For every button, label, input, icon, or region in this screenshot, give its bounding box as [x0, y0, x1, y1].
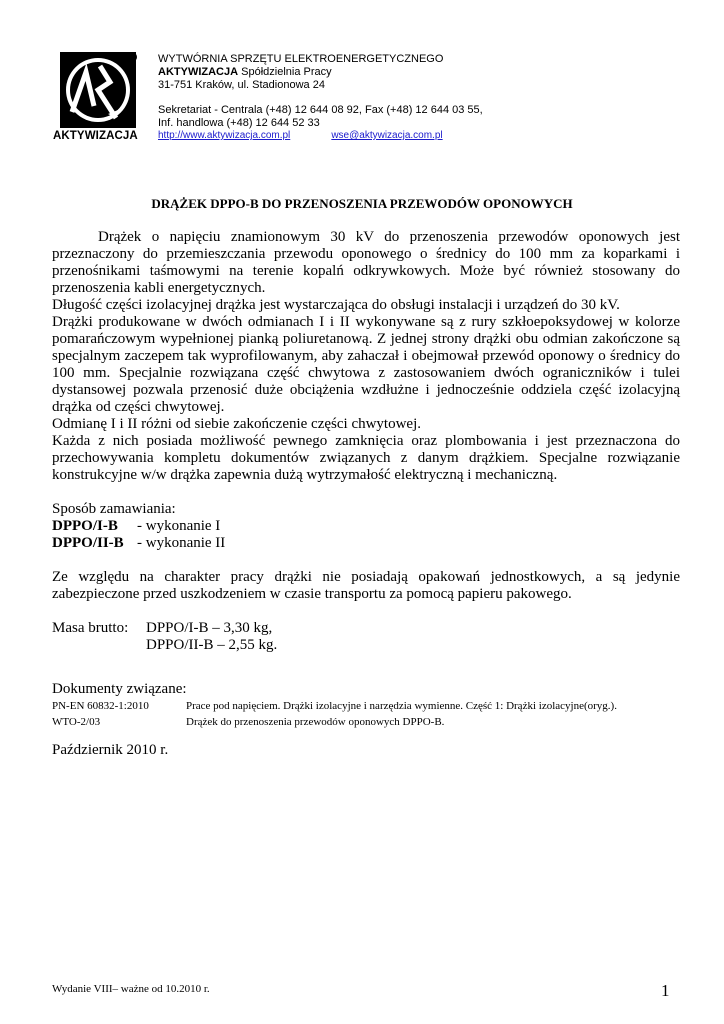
- related-doc-row: [52, 698, 680, 714]
- contact-line1: Sekretariat - Centrala (+48) 12 644 08 92, Fax (+48) 12 644 03 55,: [158, 104, 483, 116]
- order-desc: - wykonanie I: [137, 518, 221, 534]
- related-heading: Dokumenty związane:: [52, 681, 187, 697]
- company-line1: WYTWÓRNIA SPRZĘTU ELEKTROENERGETYCZNEGO: [158, 53, 444, 65]
- edition-footer: Wydanie VIII– ważne od 10.2010 r.: [52, 983, 210, 995]
- paragraph-length: Długość części izolacyjnej drążka jest wystarczająca do obsługi instalacji i urządzeń do 30 kV.: [52, 297, 620, 313]
- company-logo: [60, 52, 136, 128]
- contact-line2: Inf. handlowa (+48) 12 644 52 33: [158, 117, 320, 129]
- mass-row: [52, 637, 680, 654]
- mass-label: Masa brutto:: [52, 620, 129, 636]
- paragraph-variants: Odmianę I i II różni od siebie zakończenie części chwytowej.: [52, 416, 422, 432]
- document-body: [52, 229, 680, 759]
- page-number: 1: [661, 981, 670, 1000]
- company-name: [158, 66, 332, 79]
- document-title: DRĄŻEK DPPO-B DO PRZENOSZENIA PRZEWODÓW OPONOWYCH: [151, 196, 573, 211]
- paragraph-intro: Drążek o napięciu znamionowym 30 kV do przenoszenia przewodów oponowych jest przeznaczony do przemieszczania przewodu oponowego o średnicy do 100 mm za koparkami i przenośnikami taśmowymi na terenie kopalń odkrywkowych. Może być również stosowany do przenoszenia kabli energetycznych.: [52, 229, 680, 296]
- registered-mark: ®: [127, 52, 137, 62]
- company-name-bold: AKTYWIZACJA: [158, 66, 239, 78]
- related-doc-desc: Prace pod napięciem. Drążki izolacyjne i narzędzia wymienne. Część 1: Drążki izolacyjne(oryg.).: [186, 700, 617, 712]
- company-address: 31-751 Kraków, ul. Stadionowa 24: [158, 79, 325, 91]
- order-code: DPPO/I-B: [52, 518, 118, 534]
- mass-value: DPPO/I-B – 3,30 kg,: [146, 620, 273, 636]
- order-heading: Sposób zamawiania:: [52, 501, 176, 517]
- paragraph-construction: Drążki produkowane w dwóch odmianach I i II wykonywane są z rury szkłoepoksydowej w kolorze pomarańczowym wypełnionej pianką poliuretanową. Z jednej strony drążki obu odmian zakończone są specjalnym zaczepem tak wyprofilowanym, aby zahaczał i obejmował przewód oponowy o średnicy do 100 mm. Specjalnie rozwiązana część chwytowa z zastosowaniem dwóch ograniczników i tulei dystansowej pozwala przenosić duże obciążenia wzdłużne i jednocześnie oddziela część izolacyjną drążka od części chwytowej.: [52, 314, 680, 415]
- company-name-rest: Spółdzielnia Pracy: [238, 66, 332, 78]
- logo-text: AKTYWIZACJA: [53, 130, 138, 142]
- related-doc-row: [52, 714, 680, 730]
- website-link[interactable]: http://www.aktywizacja.com.pl: [158, 130, 291, 141]
- mass-row: [52, 620, 680, 637]
- order-item: [52, 518, 680, 535]
- packaging-note: Ze względu na charakter pracy drążki nie posiadają opakowań jednostkowych, a są jedynie zabezpieczone przed uszkodzeniem w czasie transportu za pomocą papieru pakowego.: [52, 569, 680, 602]
- document-date: Październik 2010 r.: [52, 742, 169, 758]
- paragraph-storage: Każda z nich posiada możliwość pewnego zamknięcia oraz plombowania i jest przeznaczona do przechowywania kompletu dokumentów związanych z danym drążkiem. Specjalne rozwiązanie konstrukcyjne w/w drążka zapewnia dużą wytrzymałość elektryczną i mechaniczną.: [52, 433, 680, 483]
- email-link[interactable]: wse@aktywizacja.com.pl: [331, 130, 443, 141]
- order-item: [52, 535, 680, 552]
- order-code: DPPO/II-B: [52, 535, 124, 551]
- mass-value: DPPO/II-B – 2,55 kg.: [146, 637, 278, 653]
- order-desc: - wykonanie II: [137, 535, 226, 551]
- related-doc-code: WTO-2/03: [52, 716, 101, 728]
- related-doc-desc: Drążek do przenoszenia przewodów oponowych DPPO-B.: [186, 716, 445, 728]
- related-doc-code: PN-EN 60832-1:2010: [52, 700, 149, 712]
